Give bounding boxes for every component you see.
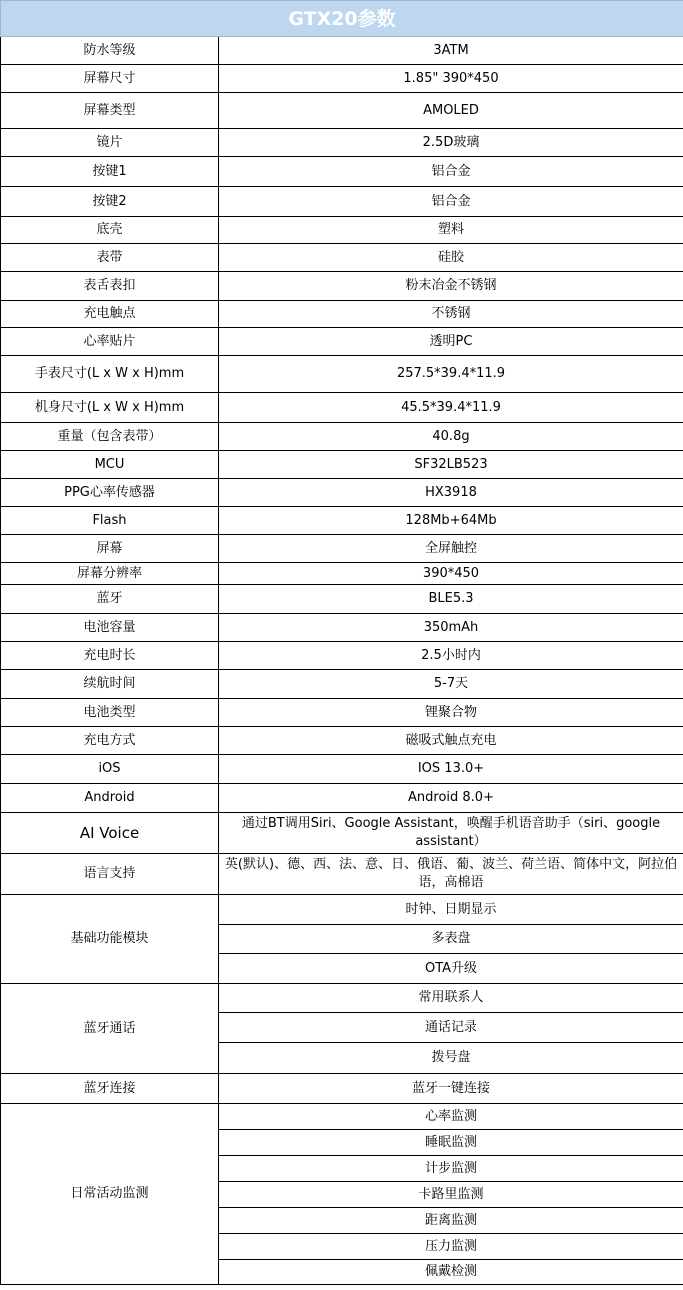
row-label: 心率贴片 (1, 328, 219, 356)
table-row (1, 614, 683, 642)
row-label: 机身尺寸(L x W x H)mm (1, 393, 219, 423)
table-row (1, 479, 683, 507)
row-value: 佩戴检测 (219, 1260, 683, 1285)
row-value: 粉末冶金不锈钢 (219, 272, 683, 301)
row-label: 屏幕尺寸 (1, 65, 219, 93)
table-row (1, 813, 683, 854)
row-label: 蓝牙 (1, 585, 219, 614)
row-value: 257.5*39.4*11.9 (219, 356, 683, 393)
table-row (1, 301, 683, 328)
row-label: 蓝牙通话 (1, 984, 219, 1074)
row-value: AMOLED (219, 93, 683, 129)
spec-table-body (1, 1, 683, 1285)
table-row (1, 1074, 683, 1104)
row-value: 压力监测 (219, 1234, 683, 1260)
table-row (1, 423, 683, 451)
row-value: 全屏触控 (219, 535, 683, 563)
row-value: 卡路里监测 (219, 1182, 683, 1208)
table-row (1, 507, 683, 535)
row-label: AI Voice (1, 813, 219, 854)
row-value: 磁吸式触点充电 (219, 727, 683, 755)
row-value: 塑料 (219, 217, 683, 244)
table-title: GTX20参数 (1, 1, 683, 37)
row-label: 语言支持 (1, 854, 219, 895)
title-row (1, 1, 683, 37)
row-value: IOS 13.0+ (219, 755, 683, 784)
row-value: 多表盘 (219, 925, 683, 954)
row-label: 蓝牙连接 (1, 1074, 219, 1104)
row-value: 蓝牙一键连接 (219, 1074, 683, 1104)
row-value: 45.5*39.4*11.9 (219, 393, 683, 423)
row-value: 不锈钢 (219, 301, 683, 328)
table-row (1, 563, 683, 585)
row-value: SF32LB523 (219, 451, 683, 479)
row-label: 续航时间 (1, 670, 219, 699)
row-label: PPG心率传感器 (1, 479, 219, 507)
row-value: 铝合金 (219, 187, 683, 217)
table-row (1, 187, 683, 217)
table-row (1, 642, 683, 670)
row-value: 128Mb+64Mb (219, 507, 683, 535)
row-value: 拨号盘 (219, 1043, 683, 1074)
table-row (1, 393, 683, 423)
table-row (1, 984, 683, 1013)
table-row (1, 356, 683, 393)
row-label: 充电方式 (1, 727, 219, 755)
row-label: 底壳 (1, 217, 219, 244)
row-value: OTA升级 (219, 954, 683, 984)
row-value: 40.8g (219, 423, 683, 451)
row-value: 2.5小时内 (219, 642, 683, 670)
row-value: 通过BT调用Siri、Google Assistant，唤醒手机语音助手（siri、google assistant） (219, 813, 683, 854)
table-row (1, 535, 683, 563)
row-value: 常用联系人 (219, 984, 683, 1013)
table-row (1, 328, 683, 356)
row-label: iOS (1, 755, 219, 784)
table-row (1, 1104, 683, 1130)
table-row (1, 727, 683, 755)
row-value: 3ATM (219, 37, 683, 65)
table-row (1, 670, 683, 699)
row-value: 390*450 (219, 563, 683, 585)
row-label: 充电触点 (1, 301, 219, 328)
table-row (1, 217, 683, 244)
row-value: 计步监测 (219, 1156, 683, 1182)
row-value: 心率监测 (219, 1104, 683, 1130)
row-value: BLE5.3 (219, 585, 683, 614)
row-label: 屏幕类型 (1, 93, 219, 129)
row-value: 锂聚合物 (219, 699, 683, 727)
row-label: 基础功能模块 (1, 895, 219, 984)
row-label: 电池类型 (1, 699, 219, 727)
row-label: Flash (1, 507, 219, 535)
table-row (1, 244, 683, 272)
row-label: 表带 (1, 244, 219, 272)
row-label: 防水等级 (1, 37, 219, 65)
table-row (1, 93, 683, 129)
table-row (1, 895, 683, 925)
row-value: 距离监测 (219, 1208, 683, 1234)
row-label: 表舌表扣 (1, 272, 219, 301)
row-label: MCU (1, 451, 219, 479)
row-value: 硅胶 (219, 244, 683, 272)
row-label: 按键1 (1, 157, 219, 187)
row-label: Android (1, 784, 219, 813)
table-row (1, 272, 683, 301)
row-value: 1.85" 390*450 (219, 65, 683, 93)
row-value: 透明PC (219, 328, 683, 356)
row-value: 2.5D玻璃 (219, 129, 683, 157)
row-label: 屏幕 (1, 535, 219, 563)
row-value: 通话记录 (219, 1013, 683, 1043)
row-value: 5-7天 (219, 670, 683, 699)
row-label: 镜片 (1, 129, 219, 157)
row-value: 铝合金 (219, 157, 683, 187)
row-label: 日常活动监测 (1, 1104, 219, 1285)
row-label: 屏幕分辨率 (1, 563, 219, 585)
table-row (1, 37, 683, 65)
table-row (1, 755, 683, 784)
table-row (1, 157, 683, 187)
table-row (1, 451, 683, 479)
table-row (1, 784, 683, 813)
row-label: 充电时长 (1, 642, 219, 670)
row-label: 重量（包含表带） (1, 423, 219, 451)
row-value: 睡眠监测 (219, 1130, 683, 1156)
row-value: 时钟、日期显示 (219, 895, 683, 925)
table-row (1, 65, 683, 93)
row-label: 按键2 (1, 187, 219, 217)
table-row (1, 699, 683, 727)
row-value: HX3918 (219, 479, 683, 507)
table-row (1, 129, 683, 157)
row-value: 350mAh (219, 614, 683, 642)
table-row (1, 585, 683, 614)
table-row (1, 854, 683, 895)
row-label: 手表尺寸(L x W x H)mm (1, 356, 219, 393)
row-label: 电池容量 (1, 614, 219, 642)
row-value: Android 8.0+ (219, 784, 683, 813)
row-value: 英(默认)、德、西、法、意、日、俄语、葡、波兰、荷兰语、简体中文，阿拉伯语，高棉语 (219, 854, 683, 895)
